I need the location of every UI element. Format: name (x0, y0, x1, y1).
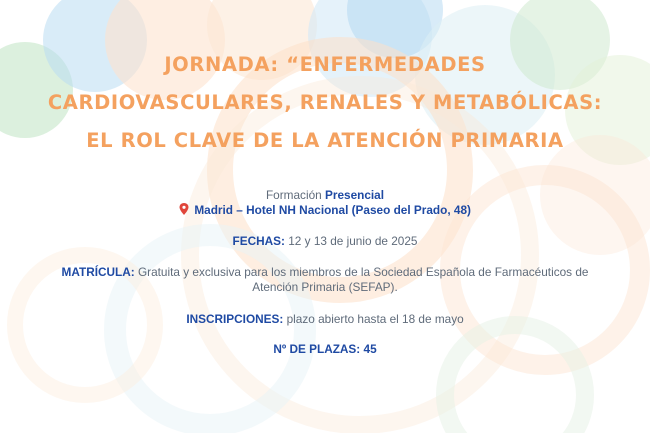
seats-value: 45 (363, 342, 377, 356)
registrations-line (40, 312, 610, 327)
formation-mode: Presencial (324, 188, 385, 202)
location-text: Madrid – Hotel NH Nacional (Paseo del Prado, 48) (194, 203, 471, 217)
tuition-value: Gratuita y exclusiva para los miembros de la Sociedad Española de Farmacéuticos de Atención Primaria (SEFAP). (137, 265, 589, 294)
dates-label: FECHAS: (232, 234, 285, 248)
seats-line (40, 342, 610, 357)
tuition-label: MATRÍCULA: (61, 265, 135, 279)
dates-value: 12 y 13 de junio de 2025 (288, 234, 418, 248)
tuition-line (40, 265, 610, 295)
formation-prefix: Formación (265, 188, 322, 202)
event-title: JORNADA: “ENFERMEDADES CARDIOVASCULARES, RENALES Y METABÓLICAS: EL ROL CLAVE DE LA ATENCIÓN PRIMARIA (47, 53, 603, 152)
pin-icon (179, 203, 189, 215)
formation-line (40, 188, 610, 203)
dates-line (40, 234, 610, 249)
seats-label: Nº DE PLAZAS: (273, 342, 361, 356)
registrations-value: plazo abierto hasta el 18 de mayo (286, 312, 464, 326)
location-line (40, 203, 610, 218)
registrations-label: INSCRIPCIONES: (186, 312, 284, 326)
